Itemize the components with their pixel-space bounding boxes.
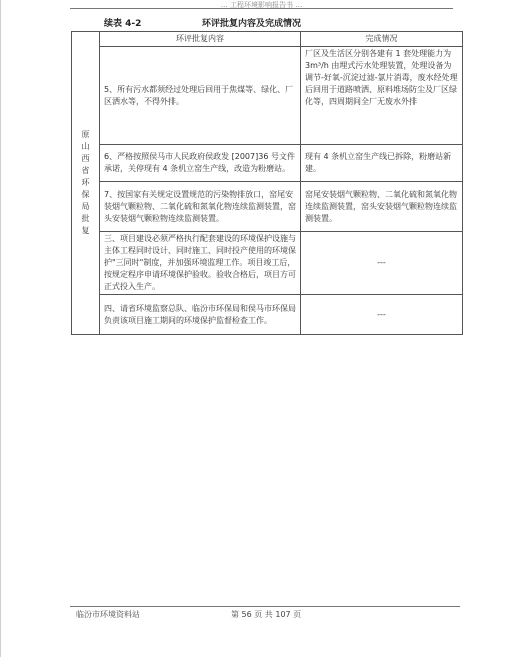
requirement-cell: 7、按国家有关规定设置规范的污染物排放口，窑尾安装烟气颗粒物、二氧化硫和氮氧化物连续监测装置，窑头安装烟气颗粒物连续监测装置。	[100, 182, 301, 232]
table-number: 续表 4-2	[104, 19, 142, 29]
requirement-cell: 三、项目建设必须严格执行配套建设的环境保护设施与主体工程同时设计、同时施工、同时投产使用的环境保护"三同时"制度，并加强环境监理工作。项目竣工后，按规定程序申请环境保护验收。验收合格后，项目方可正式投入生产。	[100, 232, 301, 295]
table-row	[72, 182, 463, 232]
side-label: 原山西省环保局批复	[81, 130, 90, 235]
status-cell: ---	[301, 295, 463, 335]
requirement-cell: 5、所有污水都须经过处理后回用于焦煤等、绿化、厂区洒水等，不得外排。	[100, 47, 301, 145]
column-header-status: 完成情况	[301, 32, 463, 47]
page-number: 第 56 页 共 107 页	[231, 610, 302, 619]
requirement-cell: 6、严格按照侯马市人民政府侯政发 [2007]36 号文件承诺，关停现有 4 条机立窑生产线，改造为粉磨站。	[100, 145, 301, 182]
footer-organization: 临汾市环境资料站	[76, 610, 140, 619]
table-row	[72, 145, 463, 182]
column-header-requirement: 环评批复内容	[100, 32, 301, 47]
header-rule	[70, 8, 453, 9]
table-header-row	[72, 32, 463, 47]
running-header: … 工程环境影响报告书 …	[220, 1, 303, 8]
footer-rule	[70, 606, 460, 607]
table-caption: 环评批复内容及完成情况	[202, 19, 302, 29]
side-label-cell	[72, 32, 100, 335]
status-cell: 现有 4 条机立窑生产线已拆除，粉磨站新建。	[301, 145, 463, 182]
table-row	[72, 47, 463, 145]
table-row	[72, 232, 463, 295]
status-cell: ---	[301, 232, 463, 295]
status-cell: 窑尾安装烟气颗粒物、二氧化硫和氮氧化物连续监测装置，窑头安装烟气颗粒物连续监测装置。	[301, 182, 463, 232]
status-cell: 厂区及生活区分别各建有 1 套处理能力为 3m³/h 由埋式污水处理装置，处理设备为调节-好氧-沉淀过滤-氯片消毒，废水经处理后回用于道路喷洒、原料堆场防尘及厂区绿化等，四周期间全厂无废水外排	[301, 47, 463, 145]
table-title	[104, 16, 424, 28]
requirement-cell: 四、请省环境监察总队、临汾市环保局和侯马市环保局负责该项目施工期间的环境保护监督检查工作。	[100, 295, 301, 335]
approval-table	[71, 31, 463, 335]
table-row	[72, 295, 463, 335]
